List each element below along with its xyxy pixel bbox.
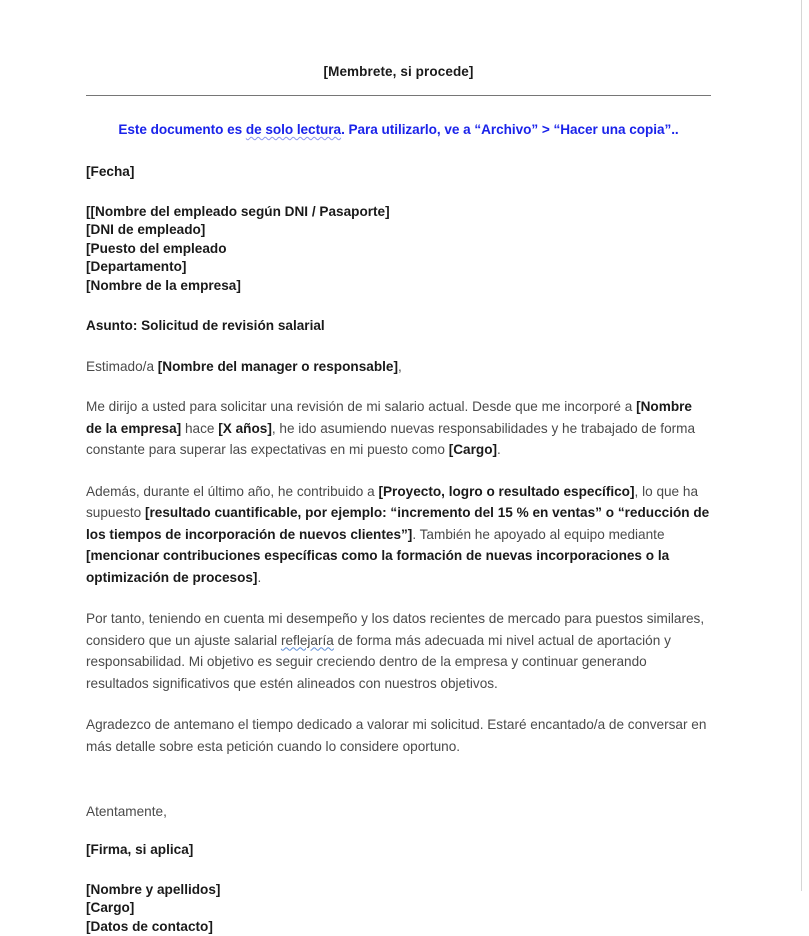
p3-misspelled-word: reflejaría (281, 633, 334, 648)
paragraph-1 (86, 396, 711, 461)
paragraph-2 (86, 481, 711, 589)
paragraph-3 (86, 608, 711, 694)
greeting-placeholder: [Nombre del manager o responsable] (158, 359, 398, 374)
document-body (86, 0, 711, 936)
p2-placeholder-project: [Proyecto, logro o resultado específico] (378, 484, 634, 499)
page-right-edge (801, 0, 802, 891)
paragraph-4: Agradezco de antemano el tiempo dedicado a valorar mi solicitud. Estaré encantado/a de conversar en más detalle sobre esta petición cuando lo considere oportuno. (86, 714, 711, 757)
p1-text-4: . (497, 442, 501, 457)
letterhead-divider (86, 95, 711, 96)
notice-text-part2: . Para utilizarlo, ve a “Archivo” > “Hacer una copia”.. (341, 122, 679, 137)
recipient-line: [Nombre de la empresa] (86, 277, 711, 296)
p2-text-2: , lo que ha supuesto (86, 484, 698, 521)
p1-placeholder-years: [X años] (218, 421, 272, 436)
notice-text-part1: Este documento es (118, 122, 246, 137)
greeting-line (86, 358, 711, 377)
p2-text-4: . (257, 570, 261, 585)
p3-text-1: Por tanto, teniendo en cuenta mi desempeño y los datos recientes de mercado para puestos similares, considero que un ajuste salarial (86, 611, 704, 648)
recipient-line: [DNI de empleado] (86, 221, 711, 240)
date-placeholder: [Fecha] (86, 163, 711, 182)
p2-text-1: Además, durante el último año, he contribuido a (86, 484, 378, 499)
p1-text-2: hace (181, 421, 218, 436)
p1-text-1: Me dirijo a usted para solicitar una revisión de mi salario actual. Desde que me incorporé a (86, 399, 636, 414)
contact-line: [Datos de contacto] (86, 918, 711, 936)
recipient-block (86, 203, 711, 296)
signature-placeholder: [Firma, si aplica] (86, 841, 711, 860)
greeting-suffix: , (398, 359, 402, 374)
subject-line: Asunto: Solicitud de revisión salarial (86, 317, 711, 336)
p1-placeholder-role: [Cargo] (449, 442, 497, 457)
contact-line: [Nombre y apellidos] (86, 881, 711, 900)
recipient-line: [Departamento] (86, 258, 711, 277)
p2-placeholder-metric: [resultado cuantificable, por ejemplo: “incremento del 15 % en ventas” o “reducción de los tiempos de incorporación de nuevos clientes”] (86, 505, 709, 542)
notice-misspelled-phrase: de solo lectura (246, 122, 341, 137)
recipient-line: [[Nombre del empleado según DNI / Pasaporte] (86, 203, 711, 222)
recipient-line: [Puesto del empleado (86, 240, 711, 259)
p1-placeholder-company: [Nombre de la empresa] (86, 399, 692, 436)
signoff-line: Atentamente, (86, 804, 711, 819)
p2-text-3: . También he apoyado al equipo mediante (412, 527, 664, 542)
letterhead-title: [Membrete, si procede] (86, 0, 711, 79)
p1-text-3: , he ido asumiendo nuevas responsabilidades y he trabajado de forma constante para superar las expectativas en mi puesto como (86, 421, 695, 458)
p2-placeholder-contributions: [mencionar contribuciones específicas como la formación de nuevas incorporaciones o la optimización de procesos] (86, 548, 669, 585)
contact-block (86, 881, 711, 936)
contact-line: [Cargo] (86, 899, 711, 918)
read-only-notice (86, 122, 711, 137)
greeting-prefix: Estimado/a (86, 359, 158, 374)
p3-text-2: de forma más adecuada mi nivel actual de aportación y responsabilidad. Mi objetivo es seguir creciendo dentro de la empresa y continuar generando resultados significativos que estén alineados con nuestros objetivos. (86, 633, 671, 691)
